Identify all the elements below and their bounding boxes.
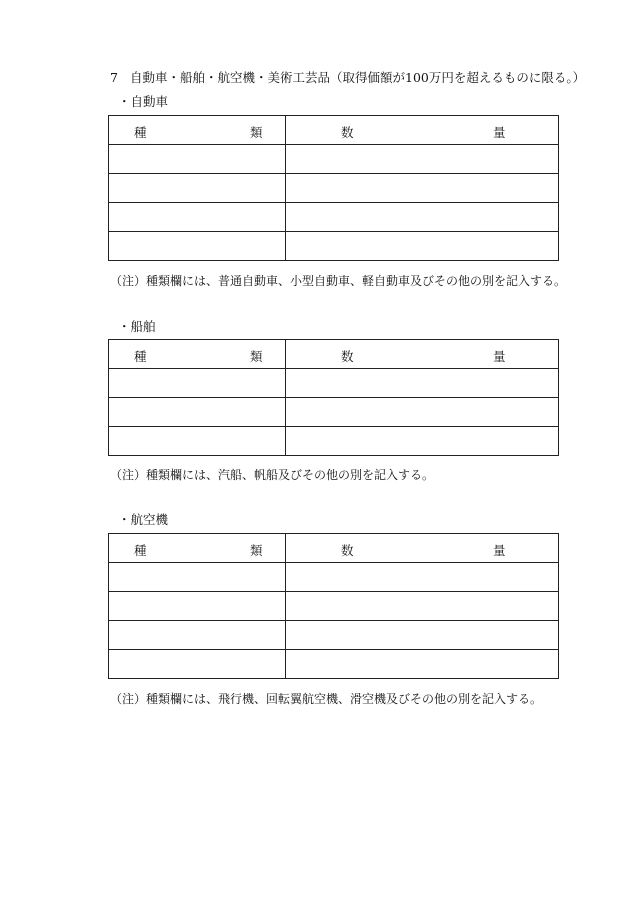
table-row xyxy=(109,592,559,621)
ship-table xyxy=(108,339,559,456)
quantity-header-char-2: 量 xyxy=(493,125,506,140)
quantity-header xyxy=(286,340,559,369)
table-header-row xyxy=(109,340,559,369)
section-number: 7 xyxy=(110,70,118,85)
kind-cell[interactable] xyxy=(109,563,286,592)
kind-cell[interactable] xyxy=(109,592,286,621)
subsection-title-aircraft: ・航空機 xyxy=(118,512,169,527)
quantity-cell[interactable] xyxy=(286,592,559,621)
quantity-cell[interactable] xyxy=(286,232,559,261)
quantity-cell[interactable] xyxy=(286,145,559,174)
kind-header-char-1: 種 xyxy=(134,349,147,364)
quantity-cell[interactable] xyxy=(286,174,559,203)
kind-header-char-1: 種 xyxy=(134,543,147,558)
quantity-header-char-1: 数 xyxy=(341,543,354,558)
quantity-cell[interactable] xyxy=(286,203,559,232)
aircraft-note: （注）種類欄には、飛行機、回転翼航空機、滑空機及びその他の別を記入する。 xyxy=(110,692,543,706)
kind-cell[interactable] xyxy=(109,398,286,427)
kind-header-char-2: 類 xyxy=(250,125,263,140)
table-row xyxy=(109,369,559,398)
kind-cell[interactable] xyxy=(109,369,286,398)
quantity-cell[interactable] xyxy=(286,398,559,427)
aircraft-table xyxy=(108,533,559,679)
kind-header xyxy=(109,340,286,369)
quantity-header-char-1: 数 xyxy=(341,125,354,140)
kind-header-char-1: 種 xyxy=(134,125,147,140)
subsection-title-automobile: ・自動車 xyxy=(118,94,169,109)
table-row xyxy=(109,650,559,679)
kind-cell[interactable] xyxy=(109,621,286,650)
subsection-title-ship: ・船舶 xyxy=(118,319,156,334)
kind-cell[interactable] xyxy=(109,145,286,174)
table-row xyxy=(109,203,559,232)
quantity-header-char-2: 量 xyxy=(493,543,506,558)
quantity-header xyxy=(286,534,559,563)
quantity-header-char-2: 量 xyxy=(493,349,506,364)
kind-cell[interactable] xyxy=(109,174,286,203)
section-heading xyxy=(110,68,585,86)
table-row xyxy=(109,621,559,650)
table-row xyxy=(109,174,559,203)
automobile-table xyxy=(108,115,559,261)
kind-cell[interactable] xyxy=(109,650,286,679)
kind-header xyxy=(109,534,286,563)
quantity-cell[interactable] xyxy=(286,650,559,679)
quantity-cell[interactable] xyxy=(286,427,559,456)
quantity-header-char-1: 数 xyxy=(341,349,354,364)
table-row xyxy=(109,145,559,174)
table-row xyxy=(109,563,559,592)
table-row xyxy=(109,232,559,261)
quantity-cell[interactable] xyxy=(286,621,559,650)
kind-cell[interactable] xyxy=(109,427,286,456)
section-heading-text: 自動車・船舶・航空機・美術工芸品（取得価額が100万円を超えるものに限る。） xyxy=(130,70,586,85)
table-header-row xyxy=(109,534,559,563)
quantity-cell[interactable] xyxy=(286,369,559,398)
quantity-header xyxy=(286,116,559,145)
kind-header xyxy=(109,116,286,145)
table-header-row xyxy=(109,116,559,145)
table-row xyxy=(109,427,559,456)
quantity-cell[interactable] xyxy=(286,563,559,592)
kind-header-char-2: 類 xyxy=(250,543,263,558)
kind-cell[interactable] xyxy=(109,232,286,261)
table-row xyxy=(109,398,559,427)
ship-note: （注）種類欄には、汽船、帆船及びその他の別を記入する。 xyxy=(110,468,435,482)
kind-header-char-2: 類 xyxy=(250,349,263,364)
kind-cell[interactable] xyxy=(109,203,286,232)
automobile-note: （注）種類欄には、普通自動車、小型自動車、軽自動車及びその他の別を記入する。 xyxy=(110,274,567,288)
